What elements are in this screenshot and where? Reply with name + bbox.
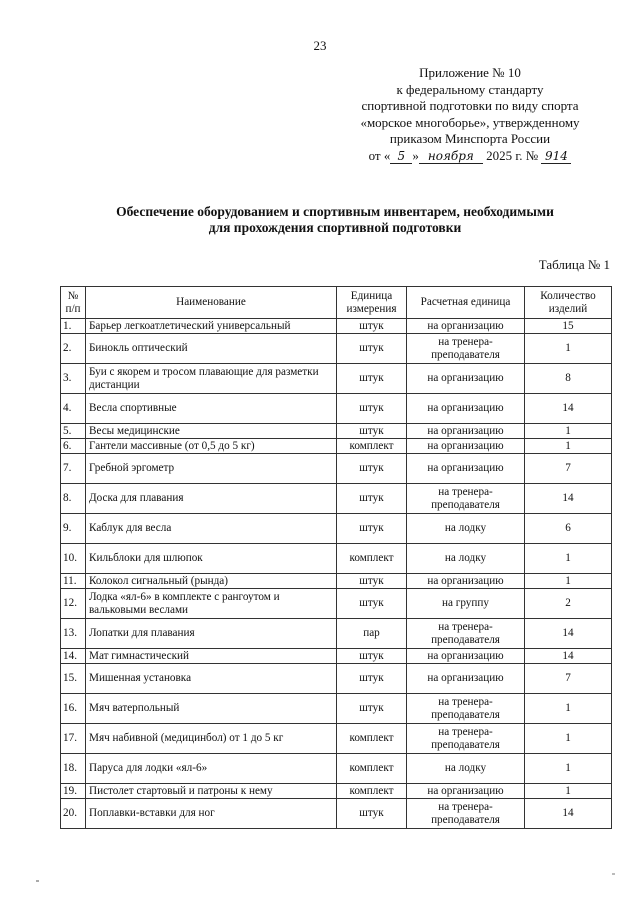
cell-num: 7. xyxy=(61,454,86,484)
cell-num: 3. xyxy=(61,364,86,394)
cell-unit: штук xyxy=(337,364,407,394)
header-unit: Единица измерения xyxy=(337,287,407,319)
cell-calc: на тренера-преподавателя xyxy=(407,724,525,754)
header-name: Наименование xyxy=(86,287,337,319)
cell-unit: комплект xyxy=(337,724,407,754)
cell-qty: 1 xyxy=(525,544,612,574)
cell-name: Кильблоки для шлюпок xyxy=(86,544,337,574)
header-calc: Расчетная единица xyxy=(407,287,525,319)
table-row xyxy=(61,484,612,514)
cell-name: Весы медицинские xyxy=(86,424,337,439)
cell-unit: комплект xyxy=(337,754,407,784)
cell-num: 14. xyxy=(61,649,86,664)
appendix-line: спортивной подготовки по виду спорта xyxy=(361,98,579,113)
cell-calc: на организацию xyxy=(407,424,525,439)
cell-calc: на тренера-преподавателя xyxy=(407,619,525,649)
cell-name: Бинокль оптический xyxy=(86,334,337,364)
cell-name: Лопатки для плавания xyxy=(86,619,337,649)
cell-calc: на тренера-преподавателя xyxy=(407,694,525,724)
cell-num: 4. xyxy=(61,394,86,424)
cell-unit: штук xyxy=(337,694,407,724)
cell-calc: на лодку xyxy=(407,514,525,544)
table-row xyxy=(61,664,612,694)
table-row xyxy=(61,544,612,574)
cell-qty: 7 xyxy=(525,454,612,484)
cell-unit: штук xyxy=(337,424,407,439)
cell-num: 9. xyxy=(61,514,86,544)
cell-num: 13. xyxy=(61,619,86,649)
cell-num: 15. xyxy=(61,664,86,694)
table-row xyxy=(61,319,612,334)
cell-unit: штук xyxy=(337,484,407,514)
cell-qty: 14 xyxy=(525,619,612,649)
cell-num: 18. xyxy=(61,754,86,784)
cell-num: 11. xyxy=(61,574,86,589)
header-qty: Количество изделий xyxy=(525,287,612,319)
cell-unit: штук xyxy=(337,319,407,334)
cell-num: 2. xyxy=(61,334,86,364)
cell-unit: штук xyxy=(337,589,407,619)
scan-mark xyxy=(36,880,39,882)
cell-num: 17. xyxy=(61,724,86,754)
cell-unit: штук xyxy=(337,649,407,664)
cell-name: Поплавки-вставки для ног xyxy=(86,799,337,829)
cell-unit: штук xyxy=(337,574,407,589)
cell-qty: 1 xyxy=(525,754,612,784)
table-row xyxy=(61,514,612,544)
date-year: 2025 г. № xyxy=(486,147,539,163)
cell-num: 8. xyxy=(61,484,86,514)
scan-mark xyxy=(612,873,615,875)
appendix-line: к федеральному стандарту xyxy=(396,81,544,97)
cell-unit: штук xyxy=(337,454,407,484)
cell-name: Мяч ватерпольный xyxy=(86,694,337,724)
cell-num: 1. xyxy=(61,319,86,334)
table-row xyxy=(61,784,612,799)
cell-qty: 2 xyxy=(525,589,612,619)
cell-unit: комплект xyxy=(337,439,407,454)
cell-num: 20. xyxy=(61,799,86,829)
cell-qty: 1 xyxy=(525,424,612,439)
cell-calc: на организацию xyxy=(407,649,525,664)
cell-qty: 6 xyxy=(525,514,612,544)
cell-calc: на лодку xyxy=(407,544,525,574)
cell-qty: 1 xyxy=(525,694,612,724)
cell-qty: 14 xyxy=(525,799,612,829)
title-line-1: Обеспечение оборудованием и спортивным инвентарем, необходимыми xyxy=(116,204,554,219)
table-row xyxy=(61,754,612,784)
cell-unit: штук xyxy=(337,334,407,364)
cell-calc: на организацию xyxy=(407,394,525,424)
table-row xyxy=(61,694,612,724)
cell-name: Мат гимнастический xyxy=(86,649,337,664)
table-row xyxy=(61,394,612,424)
cell-calc: на организацию xyxy=(407,784,525,799)
table-row xyxy=(61,364,612,394)
cell-unit: штук xyxy=(337,394,407,424)
cell-unit: комплект xyxy=(337,784,407,799)
cell-qty: 1 xyxy=(525,334,612,364)
appendix-line: Приложение № 10 xyxy=(419,65,521,80)
table-row xyxy=(61,454,612,484)
document-title xyxy=(60,204,610,236)
cell-calc: на группу xyxy=(407,589,525,619)
cell-calc: на организацию xyxy=(407,364,525,394)
table-row xyxy=(61,799,612,829)
table-row xyxy=(61,649,612,664)
cell-name: Гребной эргометр xyxy=(86,454,337,484)
cell-qty: 14 xyxy=(525,394,612,424)
cell-qty: 7 xyxy=(525,664,612,694)
cell-unit: штук xyxy=(337,799,407,829)
cell-name: Паруса для лодки «ял-6» xyxy=(86,754,337,784)
handwritten-day: 5 xyxy=(390,150,412,164)
cell-calc: на тренера-преподавателя xyxy=(407,484,525,514)
cell-calc: на тренера-преподавателя xyxy=(407,799,525,829)
cell-calc: на тренера-преподавателя xyxy=(407,334,525,364)
cell-num: 12. xyxy=(61,589,86,619)
cell-calc: на лодку xyxy=(407,754,525,784)
table-row xyxy=(61,439,612,454)
handwritten-month: ноября xyxy=(419,150,483,164)
appendix-header xyxy=(330,65,610,164)
cell-name: Мишенная установка xyxy=(86,664,337,694)
cell-name: Барьер легкоатлетический универсальный xyxy=(86,319,337,334)
cell-qty: 8 xyxy=(525,364,612,394)
table-row xyxy=(61,724,612,754)
table-header-row xyxy=(61,287,612,319)
cell-calc: на организацию xyxy=(407,574,525,589)
cell-calc: на организацию xyxy=(407,319,525,334)
table-row xyxy=(61,574,612,589)
cell-qty: 1 xyxy=(525,574,612,589)
date-mid: » xyxy=(412,147,419,163)
cell-num: 10. xyxy=(61,544,86,574)
cell-qty: 1 xyxy=(525,784,612,799)
equipment-table xyxy=(60,286,612,829)
cell-qty: 14 xyxy=(525,484,612,514)
cell-num: 6. xyxy=(61,439,86,454)
cell-num: 19. xyxy=(61,784,86,799)
cell-name: Каблук для весла xyxy=(86,514,337,544)
cell-unit: комплект xyxy=(337,544,407,574)
table-row xyxy=(61,424,612,439)
cell-name: Мяч набивной (медицинбол) от 1 до 5 кг xyxy=(86,724,337,754)
cell-qty: 1 xyxy=(525,439,612,454)
cell-unit: пар xyxy=(337,619,407,649)
appendix-line: «морское многоборье», утвержденному xyxy=(360,114,580,130)
cell-name: Колокол сигнальный (рында) xyxy=(86,574,337,589)
cell-name: Гантели массивные (от 0,5 до 5 кг) xyxy=(86,439,337,454)
cell-unit: штук xyxy=(337,514,407,544)
cell-qty: 15 xyxy=(525,319,612,334)
cell-num: 5. xyxy=(61,424,86,439)
table-row xyxy=(61,619,612,649)
appendix-date-line xyxy=(330,148,610,165)
table-number: Таблица № 1 xyxy=(538,257,610,272)
page-number: 23 xyxy=(313,38,327,53)
cell-name: Пистолет стартовый и патроны к нему xyxy=(86,784,337,799)
cell-qty: 14 xyxy=(525,649,612,664)
cell-calc: на организацию xyxy=(407,439,525,454)
handwritten-order-number: 914 xyxy=(541,150,571,164)
cell-num: 16. xyxy=(61,694,86,724)
table-row xyxy=(61,589,612,619)
cell-name: Буи с якорем и тросом плавающие для разметки дистанции xyxy=(86,364,337,394)
title-line-2: для прохождения спортивной подготовки xyxy=(208,220,462,235)
cell-calc: на организацию xyxy=(407,664,525,694)
cell-name: Весла спортивные xyxy=(86,394,337,424)
header-num: № п/п xyxy=(61,287,86,319)
date-prefix: от « xyxy=(368,147,391,163)
appendix-line: приказом Минспорта России xyxy=(389,131,551,146)
cell-name: Доска для плавания xyxy=(86,484,337,514)
cell-qty: 1 xyxy=(525,724,612,754)
cell-unit: штук xyxy=(337,664,407,694)
table-row xyxy=(61,334,612,364)
cell-name: Лодка «ял-6» в комплекте с рангоутом и вальковыми веслами xyxy=(86,589,337,619)
cell-calc: на организацию xyxy=(407,454,525,484)
